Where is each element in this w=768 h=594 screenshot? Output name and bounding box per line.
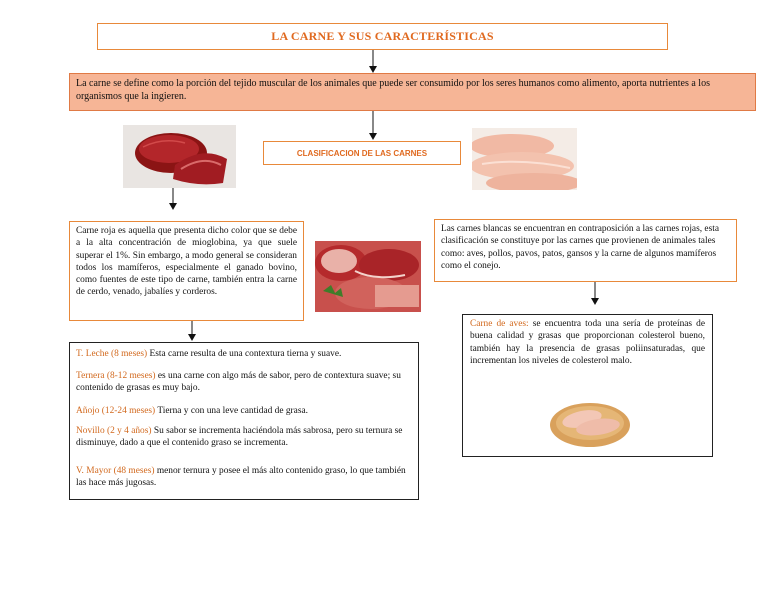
- category-item: [76, 465, 412, 490]
- red-meat-box: [69, 221, 304, 321]
- classification-text: CLASIFICACION DE LAS CARNES: [296, 148, 428, 158]
- white-meat-text: Las carnes blancas se encuentran en contraposición a las carnes rojas, esta clasificación se constituye por las carnes que provienen de animales tales como: aves, pollos, pavos, patos, gansos y la carne de algunos mamíferos como el conejo.: [441, 224, 719, 271]
- title-text: LA CARNE Y SUS CARACTERÍSTICAS: [271, 29, 494, 43]
- white-meat-box: [434, 219, 737, 282]
- classification-box: [263, 141, 461, 165]
- category-term: Añojo (12-24 meses): [76, 406, 156, 416]
- category-term: Novillo (2 y 4 años): [76, 426, 152, 436]
- category-desc: menor ternura y posee el más alto contenido graso, lo que también las hace más jugosas.: [76, 466, 406, 489]
- arrow-to-red-meat: [167, 188, 179, 212]
- arrow-to-aves: [589, 282, 601, 306]
- red-meat-text: Carne roja es aquella que presenta dicho color que se debe a la alta concentración de mioglobina, ya que suele superar el 1%. Sin embargo, a modo general se consideran todos los mamíferos, especialmente el ganado bovino, como fuentes de este tipo de carne, también entra la carne de cerdo, venado, jabalíes y corderos.: [76, 226, 297, 298]
- category-desc: Su sabor se incrementa haciéndola más sabrosa, pero su ternura se disminuye, dado a que el contenido graso se incrementa.: [76, 426, 403, 449]
- poultry-desc: se encuentra toda una sería de proteínas de buena calidad y grasas que proporcionan colesterol bueno, también hay la presencia de grasas poliinsaturadas, que incrementan los niveles de colesterol malo.: [470, 319, 706, 366]
- category-item: [76, 425, 412, 450]
- poultry-box: [462, 314, 713, 457]
- chicken-plate-photo: [548, 393, 632, 451]
- red-meat-categories: [69, 342, 419, 500]
- category-term: V. Mayor (48 meses): [76, 466, 155, 476]
- category-desc: Tierna y con una leve cantidad de grasa.: [155, 406, 308, 416]
- meat-cuts-photo: [315, 241, 421, 312]
- arrow-title-to-definition: [367, 50, 379, 74]
- red-meat-photo: [123, 125, 236, 188]
- category-item: [76, 370, 412, 395]
- category-term: T. Leche (8 meses): [76, 349, 148, 359]
- category-desc: es una carne con algo más de sabor, pero de contextura suave; su contenido de grasas es muy bajo.: [76, 371, 401, 394]
- definition-box: [69, 73, 756, 111]
- category-desc: Esta carne resulta de una contextura tierna y suave.: [147, 349, 342, 359]
- chicken-breast-photo: [472, 128, 577, 190]
- arrow-to-red-meat-list: [186, 321, 198, 342]
- poultry-term: Carne de aves:: [470, 319, 529, 329]
- definition-text: La carne se define como la porción del tejido muscular de los animales que puede ser consumido por los seres humanos como alimento, aporta nutrientes a los organismos que la ingieren.: [76, 78, 710, 102]
- category-item: [76, 348, 412, 360]
- arrow-definition-to-classification: [367, 111, 379, 141]
- page-title: [97, 23, 668, 50]
- category-item: [76, 405, 412, 417]
- category-term: Ternera (8-12 meses): [76, 371, 156, 381]
